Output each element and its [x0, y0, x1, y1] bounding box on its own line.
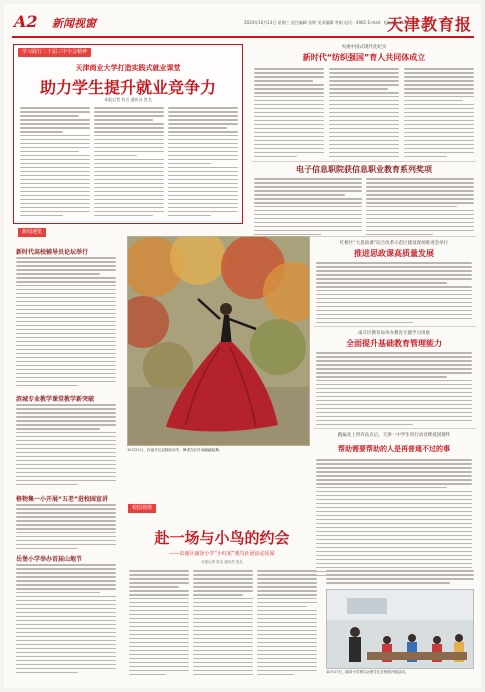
bottom-subhead: ——东丽区丽泽小学“小红花”观鸟社团活动见闻: [169, 551, 275, 557]
a4-headline: 全面提升基础教育管理能力: [346, 339, 442, 348]
section-title: 新闻视窗: [52, 17, 96, 30]
birdwatch-caption: 10月17日，丽泽小学观鸟社团学生在校园开展活动。: [326, 670, 409, 674]
divider: [252, 161, 476, 162]
brief4-text: [16, 564, 116, 676]
lead-kicker: 天津商业大学打造实践式就业课堂: [75, 64, 181, 72]
lead-story: [13, 44, 243, 224]
lead-text-col2: [94, 107, 164, 219]
a1-text-col3: [404, 68, 474, 160]
lead-headline: 助力学生提升就业竞争力: [39, 78, 216, 97]
bottom-text-col3: [257, 570, 317, 678]
lead-byline: 本报记者 姓名 通讯员 姓名: [104, 97, 152, 102]
paper-name: 天津教育报: [386, 15, 472, 34]
brief4-headline: 岳堡小学举办首届山地节: [16, 556, 83, 563]
page-number: A2: [14, 12, 38, 31]
bottom-text-col4: [326, 570, 474, 586]
bottom-text-col2: [193, 570, 253, 678]
brief3-text: [16, 504, 116, 552]
bottom-text-col1: [129, 570, 189, 678]
dancer-illustration: [128, 237, 310, 446]
feature-photo: [127, 236, 310, 446]
a3-kicker: 红桥区“大思政课”综合改革示范区建设现场推进会举行: [339, 241, 449, 246]
feature-caption: 10月21日，在南开区双拥活动中，舞者在红叶前翩翩起舞。: [127, 448, 223, 452]
bottom-headline: 赴一场与小鸟的约会: [154, 529, 290, 547]
classroom-illustration: [327, 590, 474, 669]
a2-text-col2: [366, 178, 474, 238]
divider: [314, 326, 476, 327]
bottom-byline: 本报记者 姓名 通讯员 姓名: [201, 560, 243, 564]
date-line: 2024年10月23日 星期三 责任编辑 张婷 美术编辑 李娟 电话：4981 E-mail：tjjzyb@163.com: [244, 20, 417, 25]
a1-kicker: 央视中国式现代化纪实: [341, 45, 387, 50]
a1-text-col2: [329, 68, 399, 160]
a1-text-col1: [254, 68, 324, 160]
newspaper-page: [4, 4, 481, 688]
a4-text: [316, 352, 472, 428]
a2-headline: 电子信息职院获信息职业教育系列奖项: [296, 165, 432, 174]
a2-text-col1: [254, 178, 362, 238]
brief2-headline: 滨城专业教学课堂教学新突破: [16, 396, 95, 403]
a4-kicker: 南开区教育局举办教育专题学习讲座: [358, 331, 430, 336]
brief1-text: [16, 257, 116, 388]
divider: [314, 428, 476, 429]
campus-label: 校园视窗: [128, 504, 156, 513]
a5-kicker: 跑遍北上所有站点后，天津一中学生用行动诠释爱国情怀: [337, 433, 451, 438]
a3-text: [316, 262, 472, 326]
lead-text-col3: [168, 107, 238, 219]
lead-tag: 学习践行二十届三中全会精神: [18, 48, 91, 57]
lead-text-col1: [20, 107, 90, 219]
a5-headline: 帮助需要帮助的人是再普通不过的事: [338, 445, 450, 453]
brief1-headline: 新时代高校辅导员论坛举行: [16, 249, 89, 256]
news-label: 新闻速览: [18, 228, 46, 237]
birdwatch-photo: [326, 589, 474, 669]
a3-headline: 推进思政课高质量发展: [354, 249, 434, 258]
brief2-text: [16, 404, 116, 488]
brief3-headline: 格物集一小开展“五老”进校园宣讲: [16, 496, 108, 503]
a5-text: [316, 459, 472, 579]
masthead: [12, 10, 474, 38]
a1-headline: 新时代“纺织强国”育人共同体成立: [302, 53, 426, 62]
